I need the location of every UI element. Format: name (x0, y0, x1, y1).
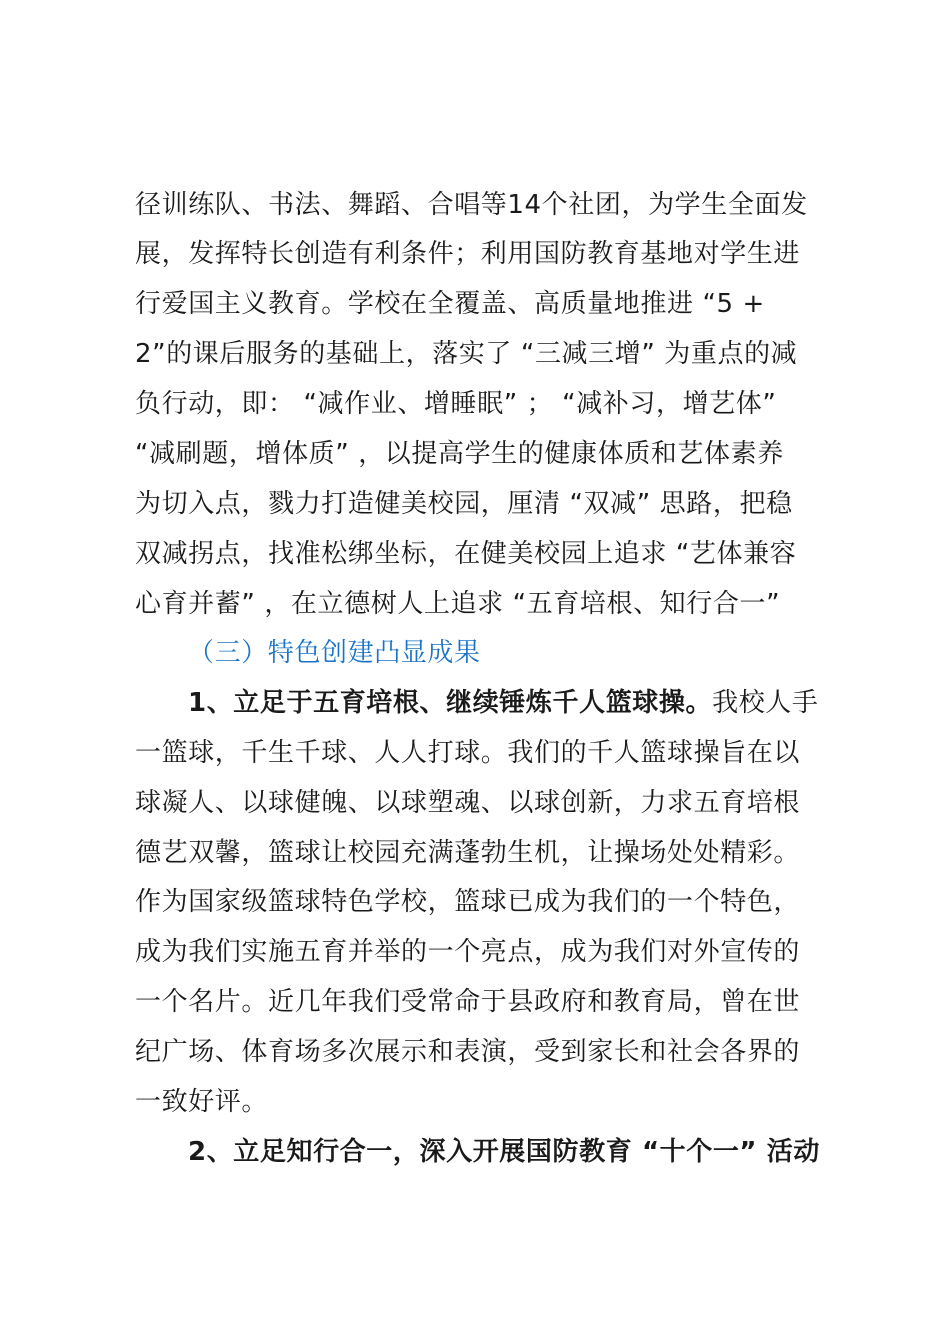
paragraph-line: 球凝人、以球健魄、以球塑魂、以球创新，力求五育培根 (135, 788, 801, 818)
paragraph-line: 一致好评。 (135, 1087, 269, 1117)
item-1-first-line (188, 687, 858, 719)
paragraph-line: 纪广场、体育场多次展示和表演，受到家长和社会各界的 (135, 1037, 801, 1067)
paragraph-line: 一篮球，千生千球、人人打球。我们的千人篮球操旨在以 (135, 738, 801, 768)
paragraph-line: 一个名片。近几年我们受常命于县政府和教育局，曾在世 (135, 987, 801, 1017)
paragraph-line: 作为国家级篮球特色学校，篮球已成为我们的一个特色， (135, 887, 801, 917)
paragraph-line: 2”的课后服务的基础上，落实了 “三减三增” 为重点的减 (135, 339, 798, 369)
paragraph-line: 德艺双馨，篮球让校园充满蓬勃生机，让操场处处精彩。 (135, 838, 801, 868)
item-2-title: 2、立足知行合一，深入开展国防教育 “十个一” 活动 (188, 1137, 820, 1167)
paragraph-line: “减刷题，增体质” ，以提高学生的健康体质和艺体素养 (135, 439, 784, 469)
item-1-text: 我校人手 (712, 688, 819, 718)
paragraph-line: 为切入点，戮力打造健美校园，厘清 “双减” 思路，把稳 (135, 489, 793, 519)
section-heading: （三）特色创建凸显成果 (188, 638, 481, 668)
paragraph-line: 成为我们实施五育并举的一个亮点，成为我们对外宣传的 (135, 937, 801, 967)
paragraph-line: 展，发挥特长创造有利条件；利用国防教育基地对学生进 (135, 239, 801, 269)
paragraph-line: 心育并蓄” ，在立德树人上追求 “五育培根、知行合一” (135, 589, 781, 619)
paragraph-line: 负行动，即： “减作业、增睡眠” ； “减补习，增艺体” (135, 389, 777, 419)
paragraph-line: 行爱国主义教育。学校在全覆盖、高质量地推进 “5 + (135, 289, 765, 319)
paragraph-line: 双减拐点，找准松绑坐标，在健美校园上追求 “艺体兼容 (135, 539, 797, 569)
item-1-title: 1、立足于五育培根、继续锤炼千人篮球操。 (188, 688, 713, 718)
paragraph-line: 径训练队、书法、舞蹈、合唱等14个社团，为学生全面发 (135, 190, 808, 220)
